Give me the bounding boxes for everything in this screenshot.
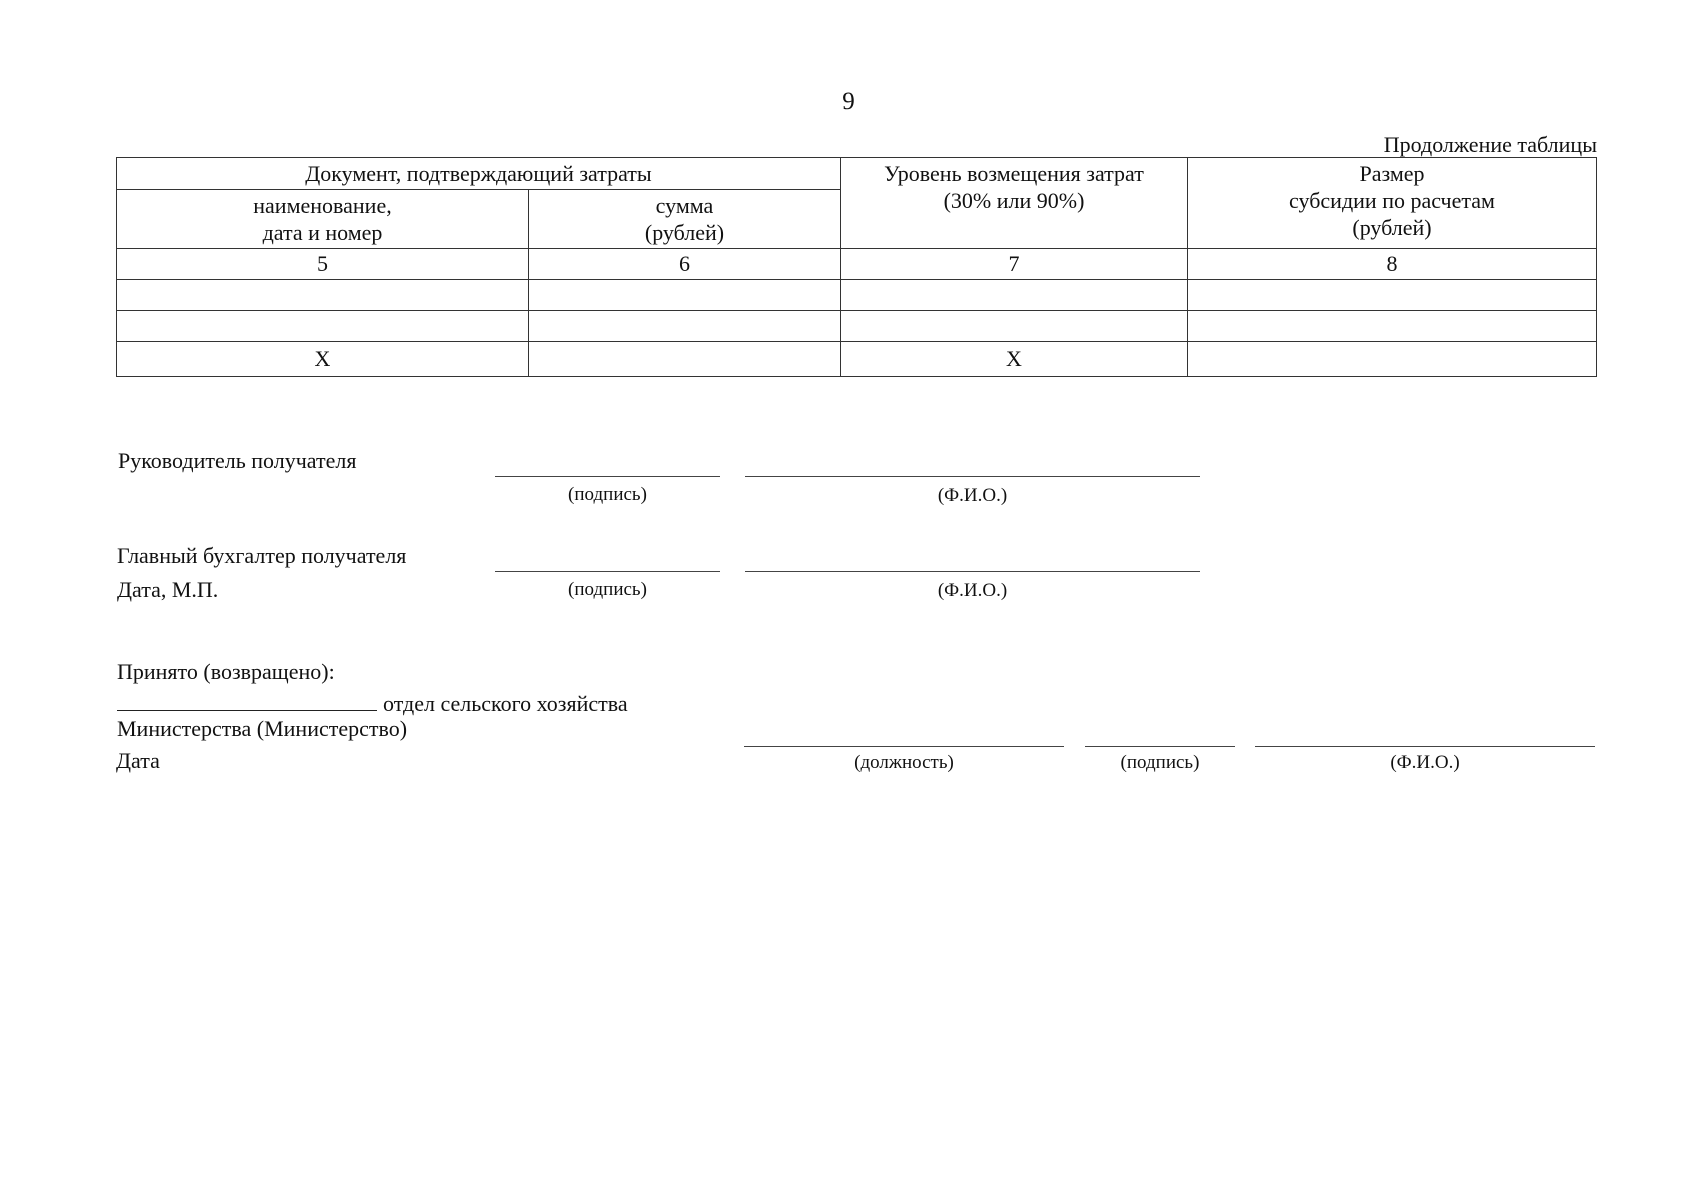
table-cell[interactable] <box>841 280 1188 311</box>
table-cell[interactable] <box>1188 311 1597 342</box>
total-cell-sum[interactable] <box>529 342 841 377</box>
accepted-signature-line[interactable] <box>1085 746 1235 747</box>
column-number-7: 7 <box>841 249 1188 280</box>
table-cell[interactable] <box>529 311 841 342</box>
column-number-6: 6 <box>529 249 841 280</box>
sum-header <box>529 190 841 249</box>
accepted-fio-caption: (Ф.И.О.) <box>1390 752 1460 773</box>
accountant-signature-line[interactable] <box>495 571 720 572</box>
head-fio-line[interactable] <box>745 476 1200 477</box>
subsidy-table <box>116 157 1597 377</box>
name-header-line2: дата и номер <box>262 220 383 245</box>
department-text: отдел сельского хозяйства <box>383 691 628 716</box>
document-group-header: Документ, подтверждающий затраты <box>117 158 841 190</box>
table-cell[interactable] <box>841 311 1188 342</box>
accepted-label: Принято (возвращено): <box>117 659 335 684</box>
date-stamp-label: Дата, М.П. <box>117 577 219 602</box>
accountant-fio-caption: (Ф.И.О.) <box>937 580 1008 601</box>
accepted-fio-line[interactable] <box>1255 746 1595 747</box>
total-cell-name: X <box>117 342 529 377</box>
column-number-5: 5 <box>117 249 529 280</box>
accepted-signature-caption: (подпись) <box>1120 752 1200 773</box>
ministry-text: Министерства (Министерство) <box>117 716 408 741</box>
column-number-row <box>117 249 1597 280</box>
accountant-fio-line[interactable] <box>745 571 1200 572</box>
department-line <box>117 688 628 717</box>
total-cell-level: X <box>841 342 1188 377</box>
level-header-line2: (30% или 90%) <box>943 188 1085 213</box>
column-number-8: 8 <box>1188 249 1597 280</box>
head-fio-caption: (Ф.И.О.) <box>937 485 1008 506</box>
table-cell[interactable] <box>117 280 529 311</box>
table-row <box>117 280 1597 311</box>
subsidy-header-line3: (рублей) <box>1352 215 1432 240</box>
subsidy-header-line2: субсидии по расчетам <box>1289 188 1495 213</box>
total-cell-subsidy[interactable] <box>1188 342 1597 377</box>
table-cell[interactable] <box>529 280 841 311</box>
accountant-label: Главный бухгалтер получателя <box>117 543 407 568</box>
table-row <box>117 311 1597 342</box>
table-cell[interactable] <box>117 311 529 342</box>
page-number: 9 <box>842 88 855 115</box>
table-header-row <box>117 158 1597 190</box>
continuation-label: Продолжение таблицы <box>1383 132 1597 157</box>
table-total-row <box>117 342 1597 377</box>
table-cell[interactable] <box>1188 280 1597 311</box>
subsidy-header <box>1188 158 1597 249</box>
head-signature-caption: (подпись) <box>568 484 647 505</box>
sum-header-line2: (рублей) <box>644 220 725 245</box>
position-line[interactable] <box>744 746 1064 747</box>
head-signature-line[interactable] <box>495 476 720 477</box>
subsidy-header-line1: Размер <box>1359 161 1425 186</box>
name-header-line1: наименование, <box>253 193 392 218</box>
date-label: Дата <box>116 748 160 773</box>
head-label: Руководитель получателя <box>118 448 357 473</box>
position-caption: (должность) <box>854 752 954 773</box>
level-header <box>841 158 1188 249</box>
level-header-line1: Уровень возмещения затрат <box>884 161 1144 186</box>
name-header <box>117 190 529 249</box>
department-blank[interactable] <box>117 688 377 711</box>
accountant-signature-caption: (подпись) <box>568 579 647 600</box>
sum-header-line1: сумма <box>655 193 714 218</box>
